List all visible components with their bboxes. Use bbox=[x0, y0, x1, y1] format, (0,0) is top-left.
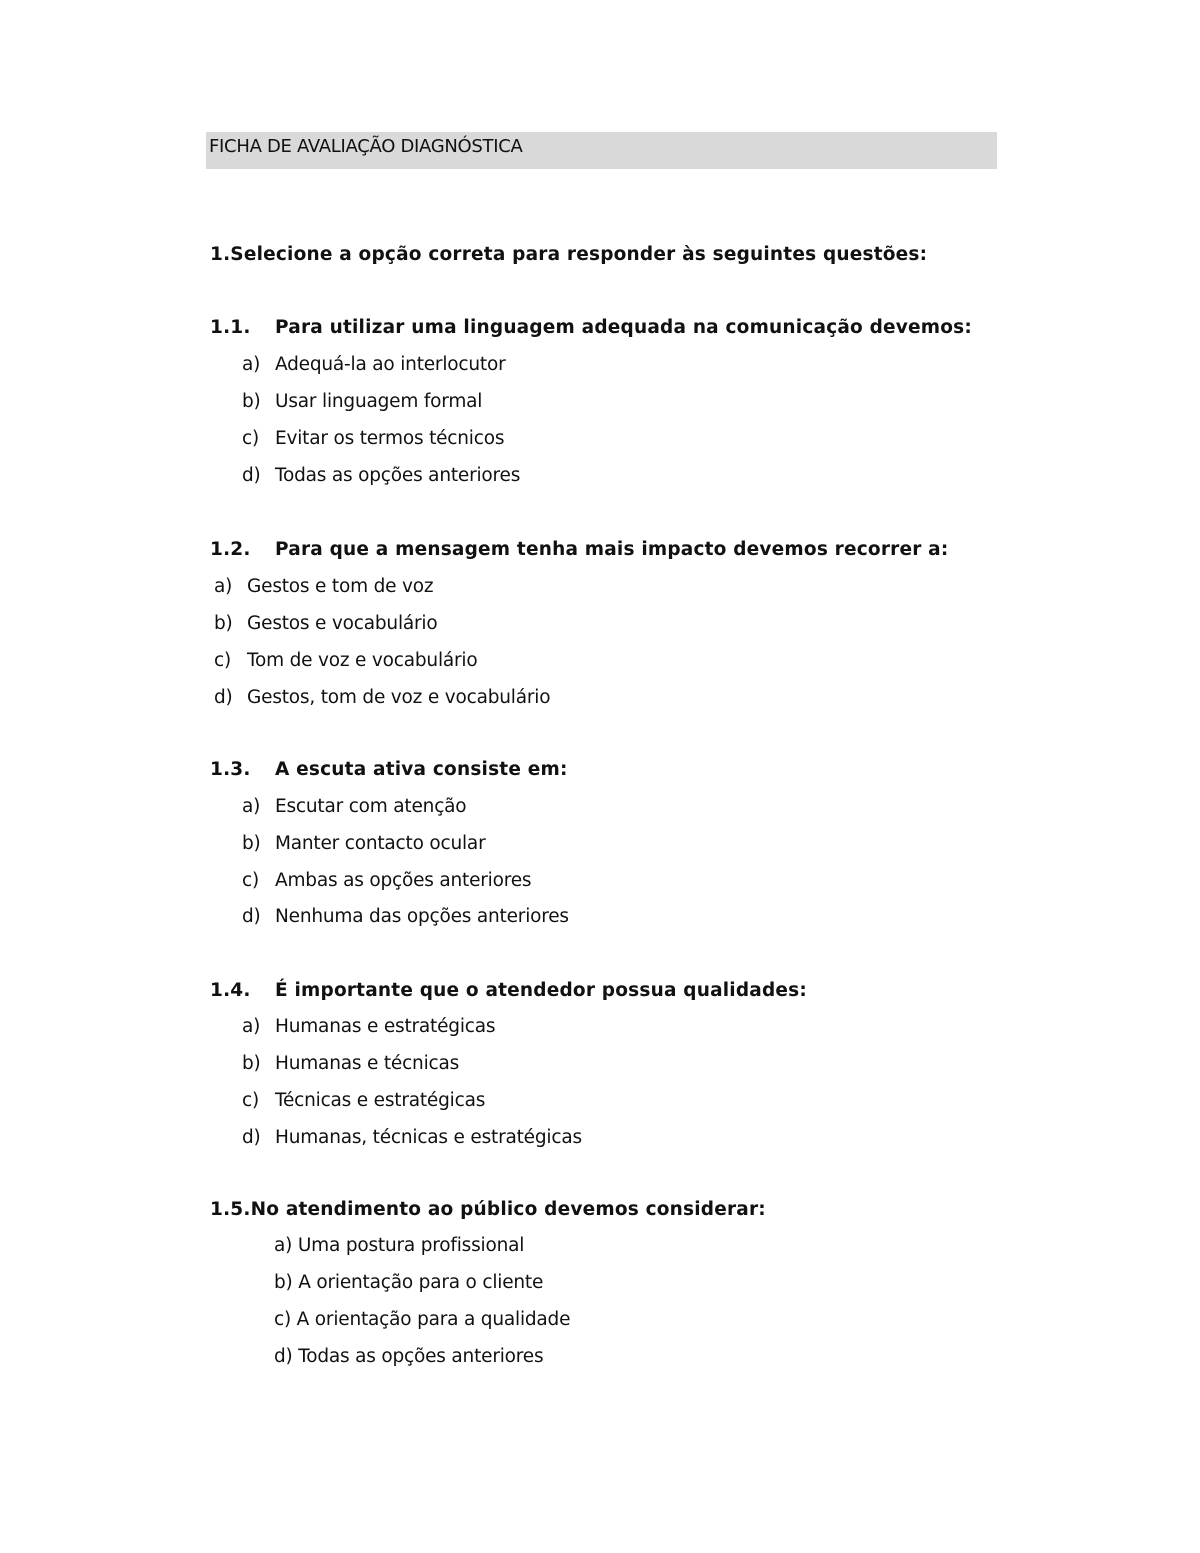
question-text: É importante que o atendedor possua qualidades: bbox=[275, 980, 807, 1001]
question-1-5: 1.5.No atendimento ao público devemos considerar: bbox=[210, 1199, 766, 1220]
option-text: Gestos e tom de voz bbox=[247, 576, 434, 597]
page-title: FICHA DE AVALIAÇÃO DIAGNÓSTICA bbox=[209, 136, 523, 157]
option-a bbox=[242, 795, 466, 819]
option-letter: c) bbox=[214, 650, 231, 671]
option-letter: a) bbox=[242, 1016, 261, 1037]
option-c bbox=[242, 427, 504, 451]
option-d: d) Todas as opções anteriores bbox=[274, 1346, 544, 1367]
option-a: a) Uma postura profissional bbox=[274, 1235, 525, 1256]
question-1-2 bbox=[210, 538, 948, 562]
option-b bbox=[242, 832, 485, 856]
option-d bbox=[242, 464, 520, 488]
question-number: 1.2. bbox=[210, 539, 251, 560]
option-b bbox=[214, 612, 438, 636]
option-text: Adequá-la ao interlocutor bbox=[275, 354, 506, 375]
option-d bbox=[242, 1126, 582, 1150]
option-letter: c) bbox=[242, 428, 259, 449]
option-text: Humanas, técnicas e estratégicas bbox=[275, 1127, 582, 1148]
option-c: c) A orientação para a qualidade bbox=[274, 1309, 571, 1330]
question-number: 1.1. bbox=[210, 317, 251, 338]
option-text: Técnicas e estratégicas bbox=[275, 1090, 486, 1111]
option-text: Gestos, tom de voz e vocabulário bbox=[247, 687, 551, 708]
option-letter: b) bbox=[242, 1053, 261, 1074]
question-text: Para que a mensagem tenha mais impacto devemos recorrer a: bbox=[275, 539, 949, 560]
option-letter: d) bbox=[242, 906, 261, 927]
question-number: 1.3. bbox=[210, 759, 251, 780]
option-a bbox=[242, 353, 505, 377]
option-letter: a) bbox=[214, 576, 233, 597]
option-letter: d) bbox=[214, 687, 233, 708]
option-text: Ambas as opções anteriores bbox=[275, 870, 532, 891]
question-1-4 bbox=[210, 979, 807, 1003]
option-text: Tom de voz e vocabulário bbox=[247, 650, 478, 671]
option-letter: c) bbox=[242, 870, 259, 891]
option-letter: b) bbox=[242, 391, 261, 412]
option-letter: a) bbox=[242, 796, 261, 817]
option-d bbox=[214, 686, 550, 710]
question-number: 1.4. bbox=[210, 980, 251, 1001]
option-letter: d) bbox=[242, 1127, 261, 1148]
option-letter: b) bbox=[242, 833, 261, 854]
option-b bbox=[242, 390, 482, 414]
option-letter: a) bbox=[242, 354, 261, 375]
option-text: Escutar com atenção bbox=[275, 796, 467, 817]
option-text: Nenhuma das opções anteriores bbox=[275, 906, 569, 927]
option-letter: b) bbox=[214, 613, 233, 634]
option-c bbox=[242, 1089, 485, 1113]
option-letter: c) bbox=[242, 1090, 259, 1111]
option-c bbox=[214, 649, 478, 673]
option-text: Evitar os termos técnicos bbox=[275, 428, 505, 449]
question-text: A escuta ativa consiste em: bbox=[275, 759, 568, 780]
option-a bbox=[242, 1015, 495, 1039]
option-b bbox=[242, 1052, 459, 1076]
option-a bbox=[214, 575, 433, 599]
question-1-1 bbox=[210, 316, 972, 340]
option-text: Todas as opções anteriores bbox=[275, 465, 521, 486]
option-c bbox=[242, 869, 531, 893]
question-1-3 bbox=[210, 758, 568, 782]
option-letter: d) bbox=[242, 465, 261, 486]
option-text: Gestos e vocabulário bbox=[247, 613, 438, 634]
option-text: Manter contacto ocular bbox=[275, 833, 486, 854]
question-text: Para utilizar uma linguagem adequada na comunicação devemos: bbox=[275, 317, 972, 338]
instruction: 1.Selecione a opção correta para responder às seguintes questões: bbox=[210, 244, 928, 265]
option-text: Usar linguagem formal bbox=[275, 391, 483, 412]
title-bar bbox=[206, 132, 997, 169]
option-b: b) A orientação para o cliente bbox=[274, 1272, 544, 1293]
option-text: Humanas e técnicas bbox=[275, 1053, 460, 1074]
option-text: Humanas e estratégicas bbox=[275, 1016, 496, 1037]
option-d bbox=[242, 905, 569, 929]
